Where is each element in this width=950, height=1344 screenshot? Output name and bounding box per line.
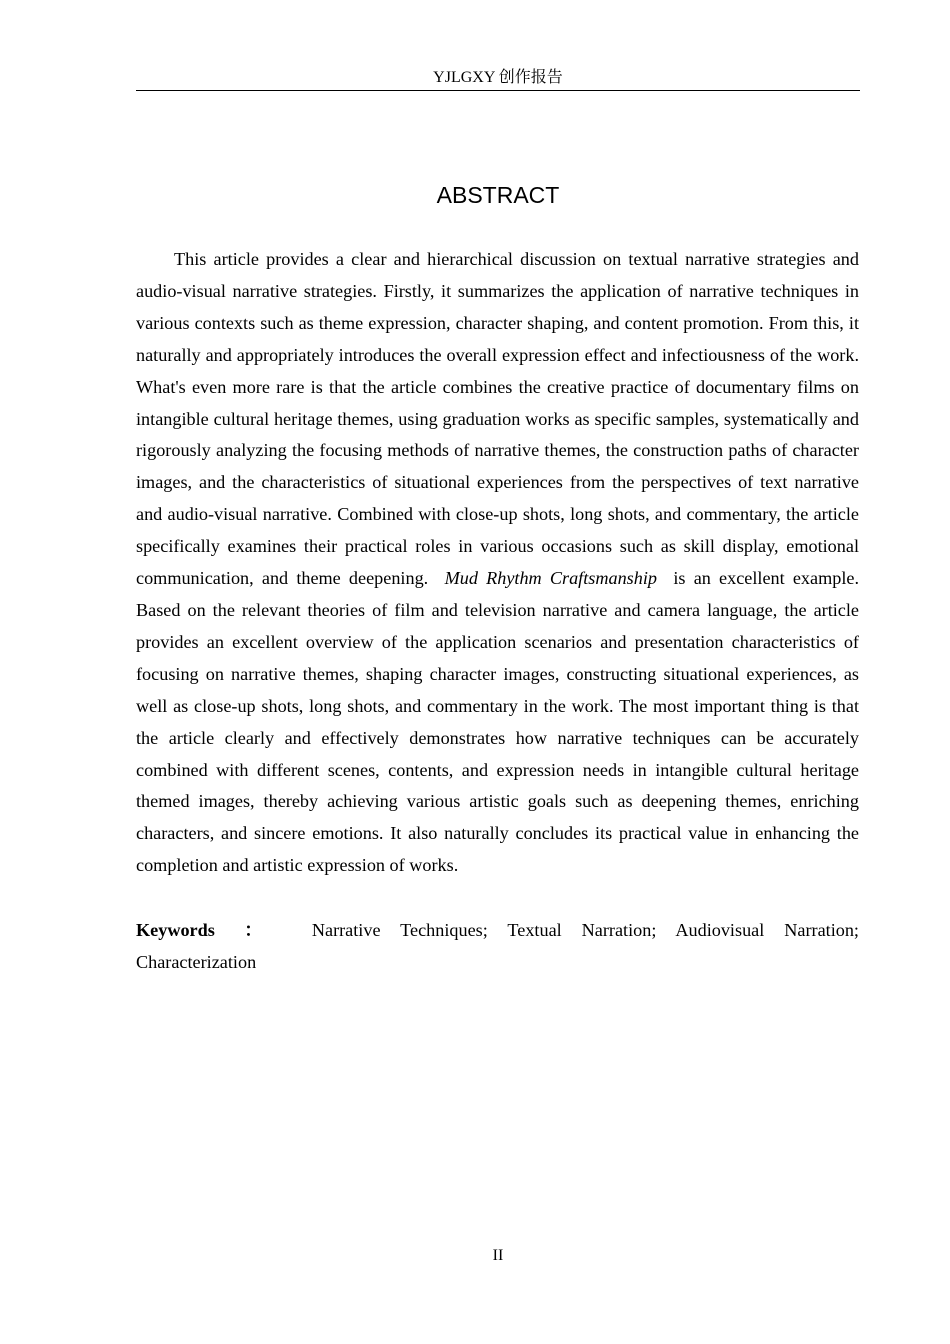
abstract-title: ABSTRACT [436,182,560,208]
keywords-list: Narrative Techniques; Textual Narration; Audiovisual Narration; Characterization [136,920,859,972]
abstract-text-part1: This article provides a clear and hierarchical discussion on textual narrative strategies and audio-visual narrative strategies. Firstly, it summarizes the application of narrative techniques in various contexts such as theme expression, character shaping, and content promotion. From this, it naturally and appropriately introduces the overall expression effect and infectiousness of the work. What's even more rare is that the article combines the creative practice of documentary films on intangible cultural heritage themes, using graduation works as specific samples, systematically and rigorously analyzing the focusing methods of narrative themes, the construction paths of character images, and the characteristics of situational experiences from the perspectives of text narrative and audio-visual narrative. Combined with close-up shots, long shots, and commentary, the article specifically examines their practical roles in various occasions such as skill display, emotional communication, and theme deepening. [136,249,859,589]
work-title: Mud Rhythm Craftsmanship [444,568,657,589]
keywords-colon: ： [228,920,278,940]
keywords-label: Keywords [136,920,215,940]
abstract-paragraph [136,244,859,882]
abstract-text-part2: is an excellent example. Based on the relevant theories of film and television narrative and camera language, the article provides an excellent overview of the application scenarios and presentation characteristics of focusing on narrative themes, shaping character images, constructing situational experiences, as well as close-up shots, long shots, and commentary in the work. The most important thing is that the article clearly and effectively demonstrates how narrative techniques can be accurately combined with different scenes, contents, and expression needs in intangible cultural heritage themed images, thereby achieving various artistic goals such as deepening themes, enriching characters, and sincere emotions. It also naturally concludes its practical value in enhancing the completion and artistic expression of works. [136,568,860,876]
keywords-line [136,915,859,979]
page-number: II [492,1247,504,1264]
header-rule [136,90,860,91]
running-header: YJLGXY 创作报告 [433,69,563,86]
